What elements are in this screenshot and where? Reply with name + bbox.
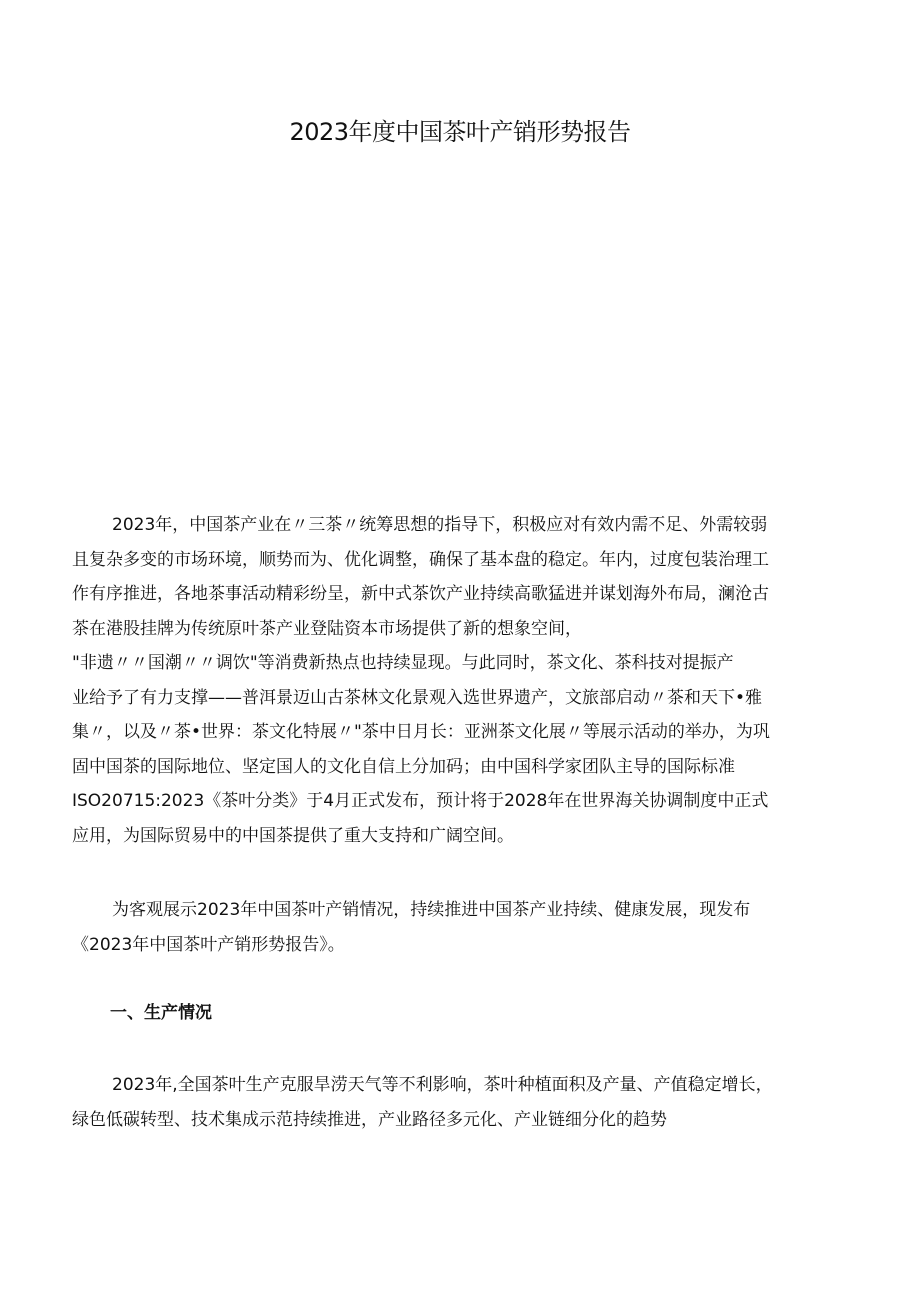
production-line: 绿色低碳转型、技术集成示范持续推进，产业路径多元化、产业链细分化的趋势 [72,1109,667,1130]
purpose-line: 为客观展示2023年中国茶叶产销情况，持续推进中国茶产业持续、健康发展，现发布 [112,900,751,920]
intro-line: 茶在港股挂牌为传统原叶茶产业登陆资本市场提供了新的想象空间， [72,618,582,639]
document-title: 2023年度中国茶叶产销形势报告 [289,118,631,146]
intro-line: 2023年，中国茶产业在〃三茶〃统筹思想的指导下，积极应对有效内需不足、外需较弱 [112,515,768,535]
intro-line: 固中国茶的国际地位、坚定国人的文化自信上分加码；由中国科学家团队主导的国际标准 [72,756,735,777]
production-line: 2023年,全国茶叶生产克服旱涝天气等不利影响，茶叶种植面积及产量、产值稳定增长， [112,1075,773,1095]
purpose-line: 《2023年中国茶叶产销形势报告》。 [72,934,345,955]
intro-line: 业给予了有力支撑——普洱景迈山古茶林文化景观入选世界遗产，文旅部启动〃茶和天下•雅 [72,687,763,708]
production-paragraph [72,1068,862,1137]
intro-line: 且复杂多变的市场环境，顺势而为、优化调整，确保了基本盘的稳定。年内，过度包装治理工 [72,549,769,570]
purpose-paragraph [72,893,862,962]
intro-paragraph [72,508,862,853]
intro-line: 集〃，以及〃茶•世界：茶文化特展〃"茶中日月长：亚洲茶文化展〃等展示活动的举办，为巩 [72,722,770,742]
intro-line: 应用，为国际贸易中的中国茶提供了重大支持和广阔空间。 [72,825,514,846]
intro-line: "非遗〃〃国潮〃〃调饮"等消费新热点也持续显现。与此同时，茶文化、茶科技对提振产 [72,653,734,673]
intro-line: 作有序推进，各地茶事活动精彩纷呈，新中式茶饮产业持续高歌猛进并谋划海外布局，澜沧古 [72,584,769,604]
section-heading-production: 一、生产情况 [110,1003,212,1023]
intro-line: ISO20715:2023《茶叶分类》于4月正式发布，预计将于2028年在世界海关协调制度中正式 [72,791,769,811]
